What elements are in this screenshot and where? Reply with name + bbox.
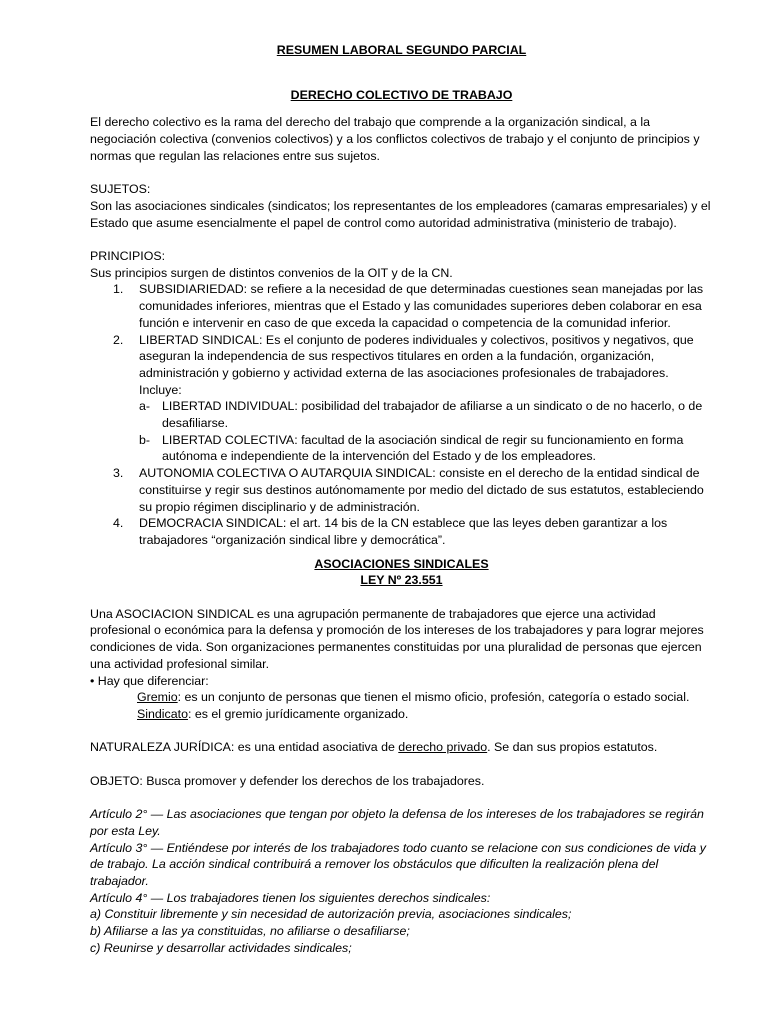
articulo-3-text: — Entiéndese por interés de los trabajadores todo cuanto se relacione con sus condiciones de vida y de trabajo. La acción sindical contribuirá a remover los obstáculos que dificulten la realización plena del trabajador. bbox=[90, 840, 706, 888]
articulo-4 bbox=[90, 890, 713, 907]
incluye-label: Incluye: bbox=[139, 382, 182, 397]
sub-text: LIBERTAD COLECTIVA: facultad de la asociación sindical de regir su funcionamiento en forma autónoma e independiente de la intervención del Estado y de los empleadores. bbox=[162, 432, 684, 464]
principios-intro: Sus principios surgen de distintos convenios de la OIT y de la CN. bbox=[90, 265, 453, 280]
list-number: 1. bbox=[113, 282, 124, 297]
sindicato-definition: : es el gremio jurídicamente organizado. bbox=[187, 706, 409, 721]
sujetos-paragraph: Son las asociaciones sindicales (sindicatos; los representantes de los empleadores (camaras empresariales) y el Estado que asume esencialmente el papel de control como autoridad administrativa (ministerio de trabajo). bbox=[90, 198, 711, 230]
articulo-4-item-c: c) Reunirse y desarrollar actividades sindicales; bbox=[90, 940, 352, 955]
sub-letter: a- bbox=[139, 399, 151, 414]
gremio-term: Gremio bbox=[137, 690, 178, 705]
articulo-3-label: Artículo 3° bbox=[90, 840, 148, 855]
articulo-4-text: — Los trabajadores tienen los siguientes derechos sindicales: bbox=[147, 890, 491, 905]
sub-letter: b- bbox=[139, 432, 151, 447]
sub-item bbox=[139, 432, 713, 465]
sindicato-line bbox=[90, 706, 713, 723]
sub-item bbox=[139, 398, 713, 431]
list-item bbox=[90, 465, 713, 515]
articulo-2-label: Artículo 2° bbox=[90, 807, 148, 822]
objeto-paragraph: OBJETO: Busca promover y defender los derechos de los trabajadores. bbox=[90, 773, 485, 788]
sujetos-label: SUJETOS: bbox=[90, 182, 151, 197]
principle-text: SUBSIDIARIEDAD: se refiere a la necesidad de que determinadas cuestiones sean manejadas por las comunidades inferiores, mientras que el Estado y las comunidades superiores deben colaborar en esa función e intervenir en caso de que exceda la capacidad o competencia de la comunidad inferior. bbox=[139, 282, 704, 330]
section-heading-derecho-colectivo: DERECHO COLECTIVO DE TRABAJO bbox=[290, 87, 513, 102]
articulo-4-item-b: b) Afiliarse a las ya constituidas, no afiliarse o desafiliarse; bbox=[90, 924, 410, 939]
articulo-3 bbox=[90, 840, 713, 890]
articulo-2-text: — Las asociaciones que tengan por objeto la defensa de los intereses de los trabajadores se regirán por esta Ley. bbox=[90, 807, 704, 838]
principle-text: LIBERTAD SINDICAL: Es el conjunto de poderes individuales y colectivos, positivos y negativos, que aseguran la independencia de sus respectivos titulares en orden a la fundación, organización, administración y gobierno y actividad externa de las asociaciones profesionales de trabajadores. bbox=[139, 332, 694, 380]
articulo-4-label: Artículo 4° bbox=[90, 890, 148, 905]
section-heading-asociaciones: ASOCIACIONES SINDICALES bbox=[314, 556, 489, 571]
naturaleza-end: . Se dan sus propios estatutos. bbox=[487, 740, 658, 755]
sub-list bbox=[139, 398, 713, 465]
list-item bbox=[90, 515, 713, 548]
articulo-4-item-a: a) Constituir libremente y sin necesidad de autorización previa, asociaciones sindicales; bbox=[90, 907, 572, 922]
gremio-line bbox=[90, 689, 713, 706]
principle-text: DEMOCRACIA SINDICAL: el art. 14 bis de la CN establece que las leyes deben garantizar a los trabajadores “organización sindical libre y democrática”. bbox=[139, 516, 668, 547]
sindicato-term: Sindicato bbox=[137, 706, 188, 721]
gremio-definition: : es un conjunto de personas que tienen el mismo oficio, profesión, categoría o estado social. bbox=[177, 690, 690, 705]
intro-paragraph: El derecho colectivo es la rama del derecho del trabajo que comprende a la organización sindical, a la negociación colectiva (convenios colectivos) y a los conflictos colectivos de trabajo y el conjunto de principios y normas que regulan las relaciones entre sus sujetos. bbox=[90, 115, 700, 163]
document-title: RESUMEN LABORAL SEGUNDO PARCIAL bbox=[276, 43, 527, 57]
naturaleza-text: NATURALEZA JURÍDICA: es una entidad asociativa de bbox=[90, 740, 399, 755]
principle-text: AUTONOMIA COLECTIVA O AUTARQUIA SINDICAL: consiste en el derecho de la entidad sindical de constituirse y regir sus destinos autónomamente por medio del dictado de sus estatutos, estableciendo su propio régimen disciplinario y de administración. bbox=[139, 466, 704, 514]
list-number: 4. bbox=[113, 516, 124, 531]
derecho-privado-term: derecho privado bbox=[398, 740, 488, 755]
articulo-2 bbox=[90, 806, 713, 839]
naturaleza-juridica bbox=[90, 739, 713, 756]
principles-list bbox=[90, 281, 713, 548]
diferenciar-bullet: • Hay que diferenciar: bbox=[90, 673, 209, 688]
list-number: 2. bbox=[113, 332, 124, 347]
law-number: LEY Nº 23.551 bbox=[360, 573, 443, 588]
list-item bbox=[90, 332, 713, 466]
sub-text: LIBERTAD INDIVIDUAL: posibilidad del trabajador de afiliarse a un sindicato o de no hacerlo, o de desafiliarse. bbox=[162, 399, 703, 431]
asociacion-paragraph: Una ASOCIACION SINDICAL es una agrupación permanente de trabajadores que ejerce una actividad profesional o económica para la defensa y promoción de los intereses de los trabajadores y para lograr mejores condiciones de vida. Son organizaciones permanentes constituidas por una pluralidad de personas que ejercen una actividad profesional similar. bbox=[90, 606, 704, 671]
list-item bbox=[90, 281, 713, 331]
principios-label: PRINCIPIOS: bbox=[90, 249, 166, 263]
list-number: 3. bbox=[113, 466, 124, 481]
